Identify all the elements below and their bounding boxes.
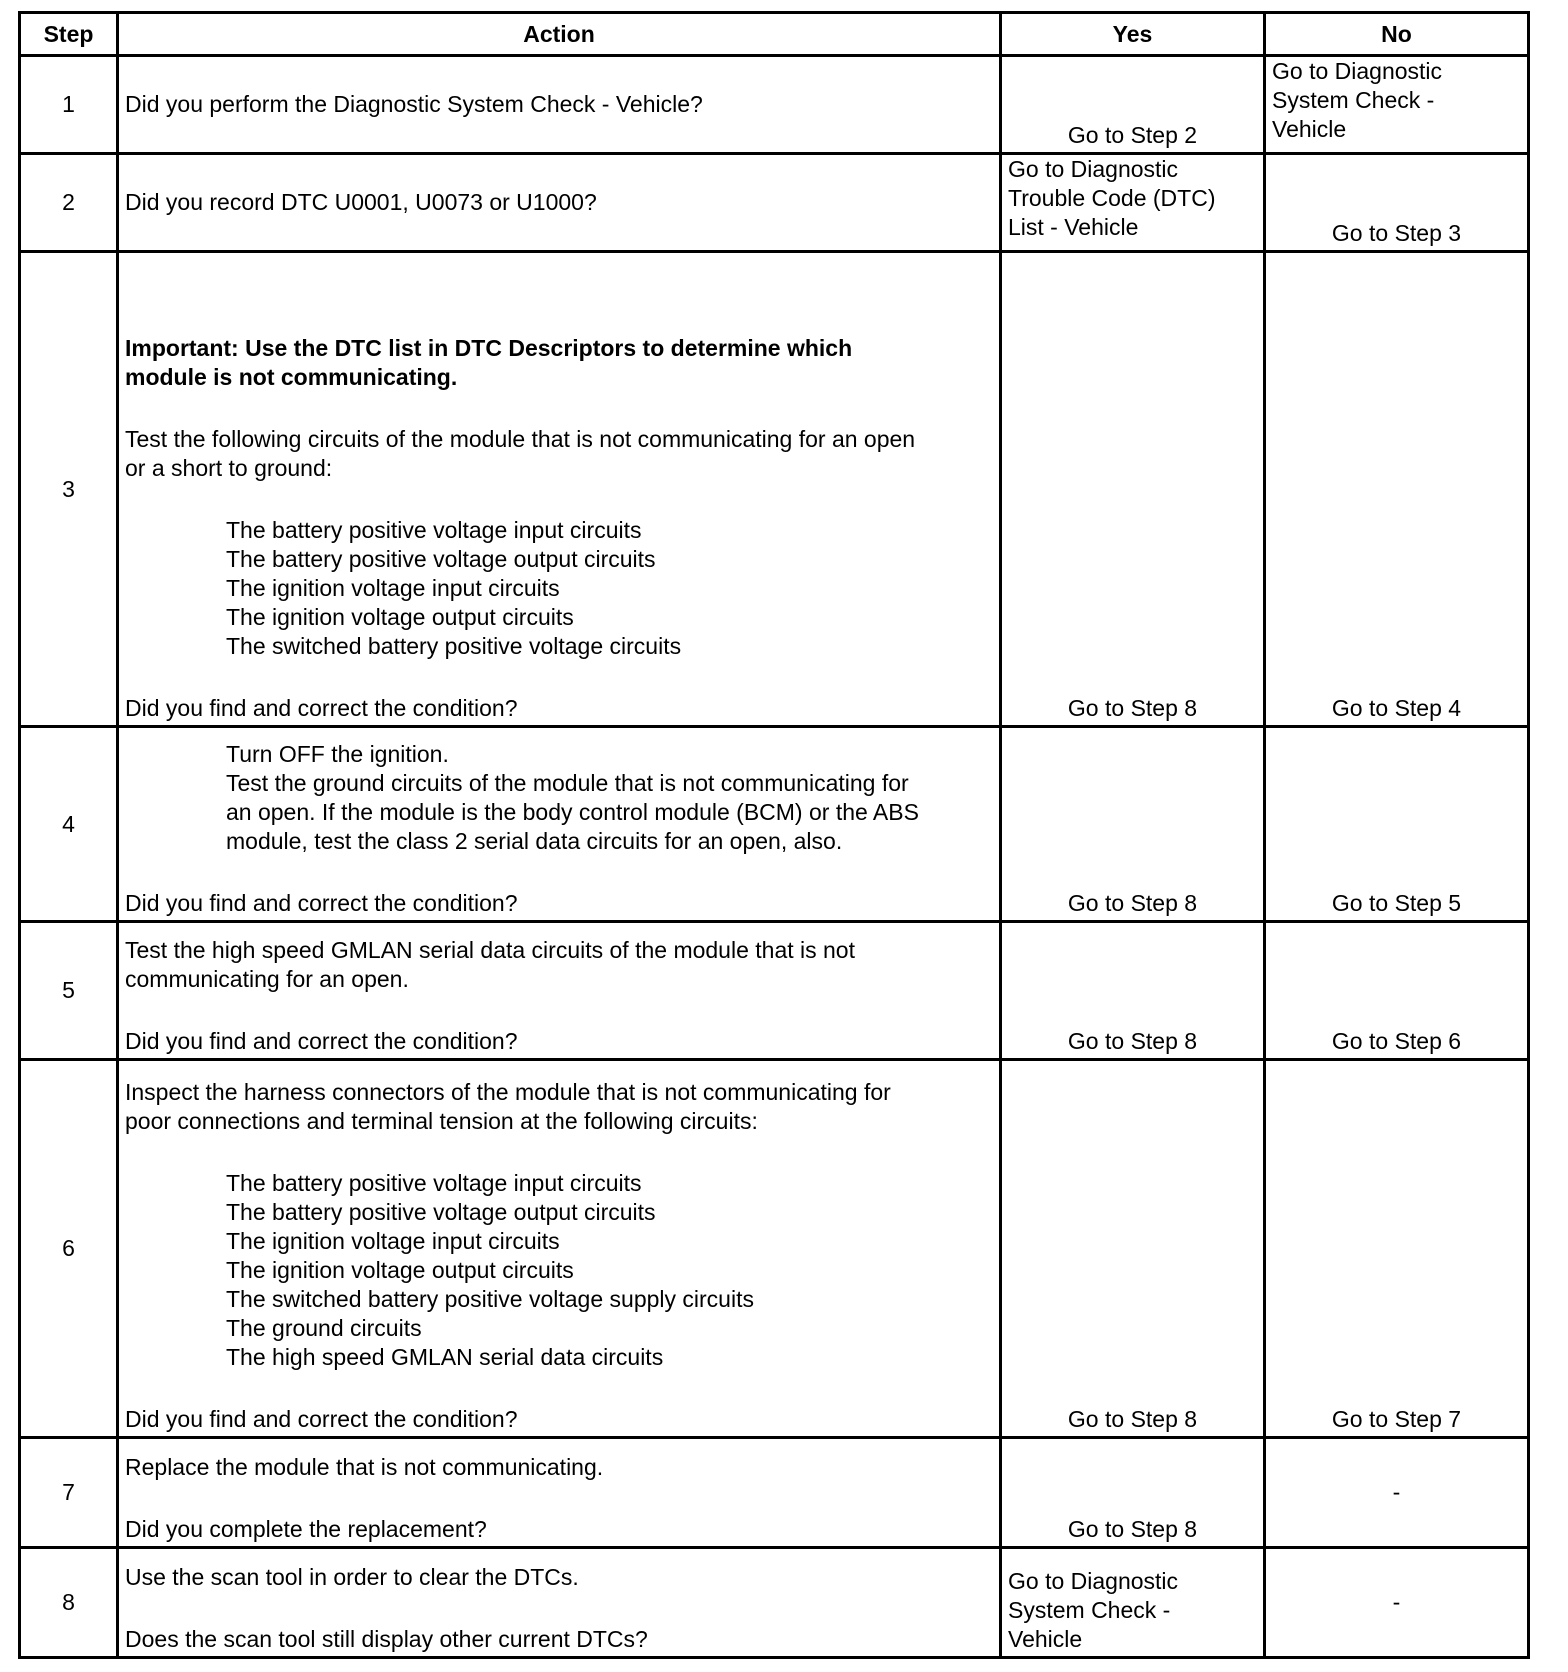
action-intro xyxy=(125,1078,993,1136)
answer-line: Vehicle xyxy=(1008,1626,1083,1652)
answer-line: Go to Diagnostic xyxy=(1272,58,1443,84)
action-cell xyxy=(118,922,1001,1060)
important-note xyxy=(125,334,993,392)
answer-line: Go to Diagnostic xyxy=(1008,156,1179,182)
list-item: The ignition voltage output circuits xyxy=(226,1257,574,1283)
action-question: Did you find and correct the condition? xyxy=(125,1028,518,1054)
action-text: Did you record DTC U0001, U0073 or U1000? xyxy=(125,189,597,215)
action-intro xyxy=(125,936,993,994)
answer-line: System Check - xyxy=(1272,87,1435,113)
list-item: The ground circuits xyxy=(226,1315,422,1341)
list-item: The ignition voltage input circuits xyxy=(226,575,560,601)
list-item: The switched battery positive voltage supply circuits xyxy=(226,1286,754,1312)
action-cell xyxy=(118,154,1001,252)
action-intro: Use the scan tool in order to clear the DTCs. xyxy=(125,1564,579,1590)
action-question: Did you find and correct the condition? xyxy=(125,890,518,916)
table-row xyxy=(20,1548,1529,1658)
answer-line: List - Vehicle xyxy=(1008,214,1139,240)
action-cell xyxy=(118,1548,1001,1658)
list-item: The battery positive voltage output circuits xyxy=(226,546,656,572)
table-row xyxy=(20,56,1529,154)
yes-cell: Go to Step 8 xyxy=(1001,922,1265,1060)
diagnostic-table xyxy=(18,11,1530,1659)
no-cell: Go to Step 5 xyxy=(1265,727,1529,922)
circuit-list xyxy=(125,516,993,661)
answer-line: Trouble Code (DTC) xyxy=(1008,185,1216,211)
action-question: Does the scan tool still display other current DTCs? xyxy=(125,1626,648,1652)
yes-cell xyxy=(1001,1548,1265,1658)
yes-cell: Go to Step 8 xyxy=(1001,252,1265,727)
no-cell: Go to Step 3 xyxy=(1265,154,1529,252)
important-line: module is not communicating. xyxy=(125,364,458,390)
step-number: 3 xyxy=(20,252,118,727)
yes-cell: Go to Step 8 xyxy=(1001,1060,1265,1438)
table-row xyxy=(20,1438,1529,1548)
header-action: Action xyxy=(118,13,1001,56)
step-number: 4 xyxy=(20,727,118,922)
no-cell: - xyxy=(1265,1438,1529,1548)
list-item: The battery positive voltage input circuits xyxy=(226,1170,642,1196)
step-number: 5 xyxy=(20,922,118,1060)
action-cell xyxy=(118,56,1001,154)
yes-cell: Go to Step 8 xyxy=(1001,727,1265,922)
answer-line: Go to Diagnostic xyxy=(1008,1568,1179,1594)
action-cell xyxy=(118,727,1001,922)
list-item: The battery positive voltage input circuits xyxy=(226,517,642,543)
list-item: Test the ground circuits of the module that is not communicating for xyxy=(226,770,909,796)
action-intro: Replace the module that is not communicating. xyxy=(125,1454,604,1480)
step-number: 2 xyxy=(20,154,118,252)
step-number: 8 xyxy=(20,1548,118,1658)
list-item: module, test the class 2 serial data circuits for an open, also. xyxy=(226,828,843,854)
action-cell xyxy=(118,252,1001,727)
list-item: The high speed GMLAN serial data circuits xyxy=(226,1344,664,1370)
no-cell: Go to Step 6 xyxy=(1265,922,1529,1060)
step-number: 1 xyxy=(20,56,118,154)
table-row xyxy=(20,252,1529,727)
no-cell xyxy=(1265,56,1529,154)
header-row xyxy=(20,13,1529,56)
list-item: The ignition voltage input circuits xyxy=(226,1228,560,1254)
header-step: Step xyxy=(20,13,118,56)
list-item: The ignition voltage output circuits xyxy=(226,604,574,630)
table-row xyxy=(20,727,1529,922)
action-list xyxy=(125,740,993,856)
answer-line: Vehicle xyxy=(1272,116,1347,142)
no-cell: Go to Step 7 xyxy=(1265,1060,1529,1438)
intro-line: communicating for an open. xyxy=(125,966,409,992)
intro-line: Test the following circuits of the module that is not communicating for an open xyxy=(125,426,916,452)
yes-cell xyxy=(1001,154,1265,252)
action-text: Did you perform the Diagnostic System Check - Vehicle? xyxy=(125,91,703,117)
table-row xyxy=(20,922,1529,1060)
list-item: Turn OFF the ignition. xyxy=(226,741,449,767)
table-row xyxy=(20,154,1529,252)
yes-cell: Go to Step 2 xyxy=(1001,56,1265,154)
action-cell xyxy=(118,1060,1001,1438)
action-intro xyxy=(125,425,993,483)
header-no: No xyxy=(1265,13,1529,56)
action-question: Did you find and correct the condition? xyxy=(125,1406,518,1432)
intro-line: poor connections and terminal tension at the following circuits: xyxy=(125,1108,758,1134)
action-question: Did you complete the replacement? xyxy=(125,1516,487,1542)
intro-line: Test the high speed GMLAN serial data circuits of the module that is not xyxy=(125,937,855,963)
yes-cell: Go to Step 8 xyxy=(1001,1438,1265,1548)
step-number: 6 xyxy=(20,1060,118,1438)
important-line: Important: Use the DTC list in DTC Descriptors to determine which xyxy=(125,335,853,361)
list-item: The switched battery positive voltage circuits xyxy=(226,633,682,659)
circuit-list xyxy=(125,1169,993,1372)
answer-line: System Check - xyxy=(1008,1597,1171,1623)
action-cell xyxy=(118,1438,1001,1548)
list-item: an open. If the module is the body control module (BCM) or the ABS xyxy=(226,799,919,825)
list-item: The battery positive voltage output circuits xyxy=(226,1199,656,1225)
header-yes: Yes xyxy=(1001,13,1265,56)
action-question: Did you find and correct the condition? xyxy=(125,695,518,721)
no-cell: Go to Step 4 xyxy=(1265,252,1529,727)
step-number: 7 xyxy=(20,1438,118,1548)
intro-line: Inspect the harness connectors of the module that is not communicating for xyxy=(125,1079,891,1105)
table-row xyxy=(20,1060,1529,1438)
intro-line: or a short to ground: xyxy=(125,455,333,481)
no-cell: - xyxy=(1265,1548,1529,1658)
